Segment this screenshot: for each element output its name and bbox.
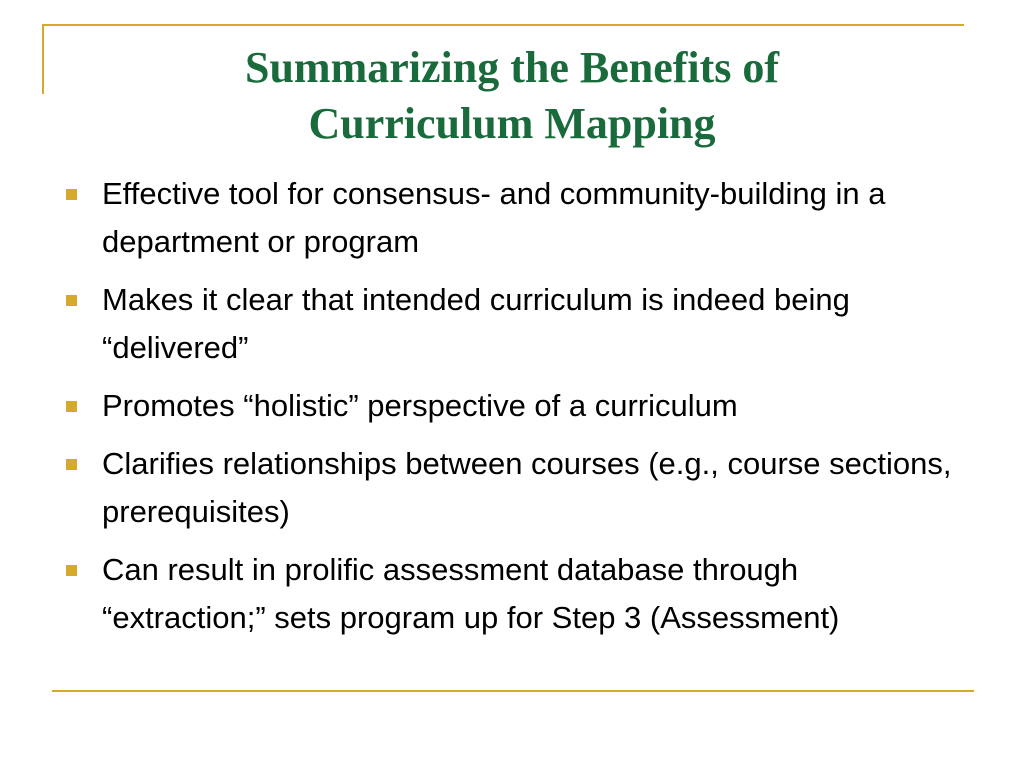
slide-title-line-2: Curriculum Mapping [308,99,716,148]
square-bullet-icon [66,565,77,576]
square-bullet-icon [66,189,77,200]
square-bullet-icon [66,401,77,412]
bullet-item [60,440,960,536]
bullet-text: Can result in prolific assessment database through “extraction;” sets program up for Step 3 (Assessment) [102,552,840,635]
bottom-rule-line [52,690,974,692]
square-bullet-icon [66,459,77,470]
bullet-item [60,170,960,266]
bullet-list [60,170,960,652]
slide-title [60,40,964,152]
bullet-text: Makes it clear that intended curriculum is indeed being “delivered” [102,282,850,365]
slide-title-line-1: Summarizing the Benefits of [244,43,780,92]
bullet-text: Promotes “holistic” perspective of a curriculum [102,388,738,423]
square-bullet-icon [66,295,77,306]
bullet-text: Effective tool for consensus- and community-building in a department or program [102,176,886,259]
bullet-text: Clarifies relationships between courses (e.g., course sections, prerequisites) [102,446,952,529]
bullet-item [60,276,960,372]
bullet-item [60,546,960,642]
left-rule-line [42,24,44,94]
top-rule-line [42,24,964,26]
bullet-item [60,382,960,430]
